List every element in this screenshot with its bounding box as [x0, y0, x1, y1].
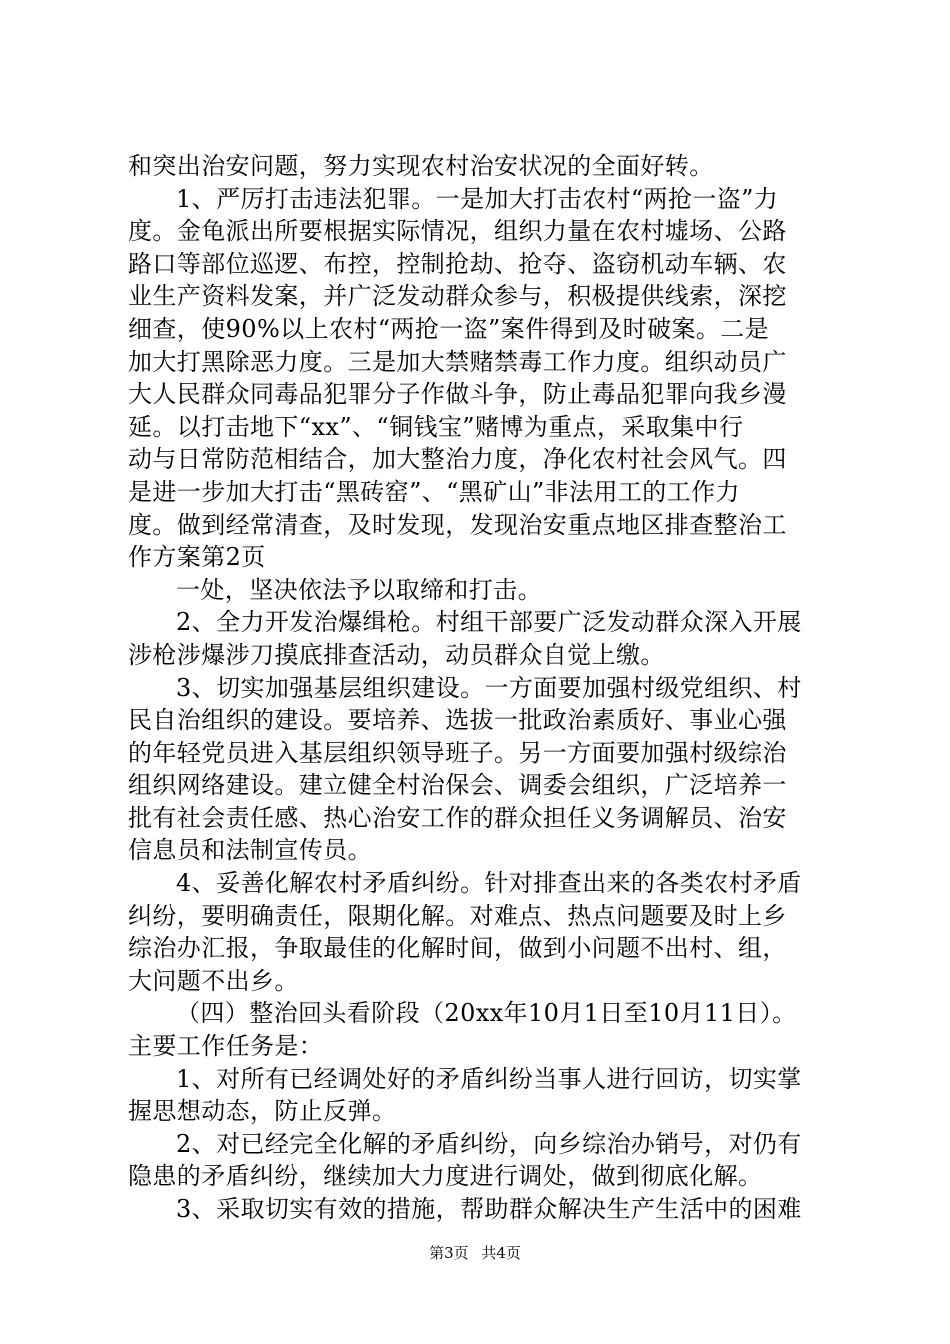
text-line: 度。做到经常清查，及时发现，发现治安重点地区排查整治工 — [128, 510, 787, 539]
text-line: 动与日常防范相结合，加大整治力度，净化农村社会风气。四 — [128, 445, 787, 474]
text-line: 涉枪涉爆涉刀摸底排查活动，动员群众自觉上缴。 — [128, 640, 665, 669]
text-line: 隐患的矛盾纠纷，继续加大力度进行调处，做到彻底化解。 — [128, 1162, 763, 1191]
page-total: 共4页 — [481, 1244, 521, 1262]
text-line: 3、采取切实有效的措施，帮助群众解决生产生活中的困难 — [176, 1195, 802, 1223]
text-line: 大问题不出乡。 — [128, 966, 299, 995]
text-line: 细查，使90%以上农村“两抢一盗”案件得到及时破案。二是 — [128, 314, 770, 343]
document-body — [128, 150, 840, 1226]
text-line: 组织网络建设。建立健全村治保会、调委会组织，广泛培养一 — [128, 771, 787, 800]
text-line: 和突出治安问题，努力实现农村治安状况的全面好转。 — [128, 152, 714, 180]
page-footer — [0, 1243, 950, 1263]
text-line: 度。金龟派出所要根据实际情况，组织力量在农村墟场、公路 — [128, 217, 787, 246]
text-line: 1、对所有已经调处好的矛盾纠纷当事人进行回访，切实掌 — [176, 1064, 802, 1093]
text-line: 大人民群众同毒品犯罪分子作做斗争，防止毒品犯罪向我乡漫 — [128, 380, 787, 409]
text-line: 握思想动态，防止反弹。 — [128, 1097, 397, 1126]
text-line: 业生产资料发案，并广泛发动群众参与，积极提供线索，深挖 — [128, 282, 787, 311]
text-line: 批有社会责任感、热心治安工作的群众担任义务调解员、治安 — [128, 803, 787, 832]
text-line: 信息员和法制宣传员。 — [128, 836, 372, 865]
text-line: 主要工作任务是： — [128, 1032, 324, 1061]
text-line: 3、切实加强基层组织建设。一方面要加强村级党组织、村 — [176, 673, 802, 702]
text-line: 1、严厉打击违法犯罪。一是加大打击农村“两抢一盗”力 — [176, 184, 779, 213]
text-line: 延。以打击地下“xx”、“铜钱宝”赌博为重点，采取集中行 — [128, 412, 744, 441]
text-line: （四）整治回头看阶段（20xx年10月1日至10月11日）。 — [176, 999, 797, 1028]
text-line: 的年轻党员进入基层组织领导班子。另一方面要加强村级综治 — [128, 738, 787, 767]
text-line: 2、全力开发治爆缉枪。村组干部要广泛发动群众深入开展 — [176, 608, 802, 637]
text-line: 是进一步加大打击“黑砖窑”、“黑矿山”非法用工的工作力 — [128, 477, 740, 506]
text-line: 民自治组织的建设。要培养、选拔一批政治素质好、事业心强 — [128, 706, 787, 735]
text-line: 4、妥善化解农村矛盾纠纷。针对排查出来的各类农村矛盾 — [176, 869, 802, 898]
text-line: 纠纷，要明确责任，限期化解。对难点、热点问题要及时上乡 — [128, 901, 787, 930]
text-line: 加大打黑除恶力度。三是加大禁赌禁毒工作力度。组织动员广 — [128, 347, 787, 376]
text-line: 2、对已经完全化解的矛盾纠纷，向乡综治办销号，对仍有 — [176, 1129, 802, 1158]
page-number: 第3页 — [429, 1244, 469, 1262]
text-line: 作方案第2页 — [128, 543, 266, 572]
text-line: 一处，坚决依法予以取缔和打击。 — [176, 575, 542, 604]
text-line: 综治办汇报，争取最佳的化解时间，做到小问题不出村、组， — [128, 934, 787, 963]
text-line: 路口等部位巡逻、布控，控制抢劫、抢夺、盗窃机动车辆、农 — [128, 249, 787, 278]
